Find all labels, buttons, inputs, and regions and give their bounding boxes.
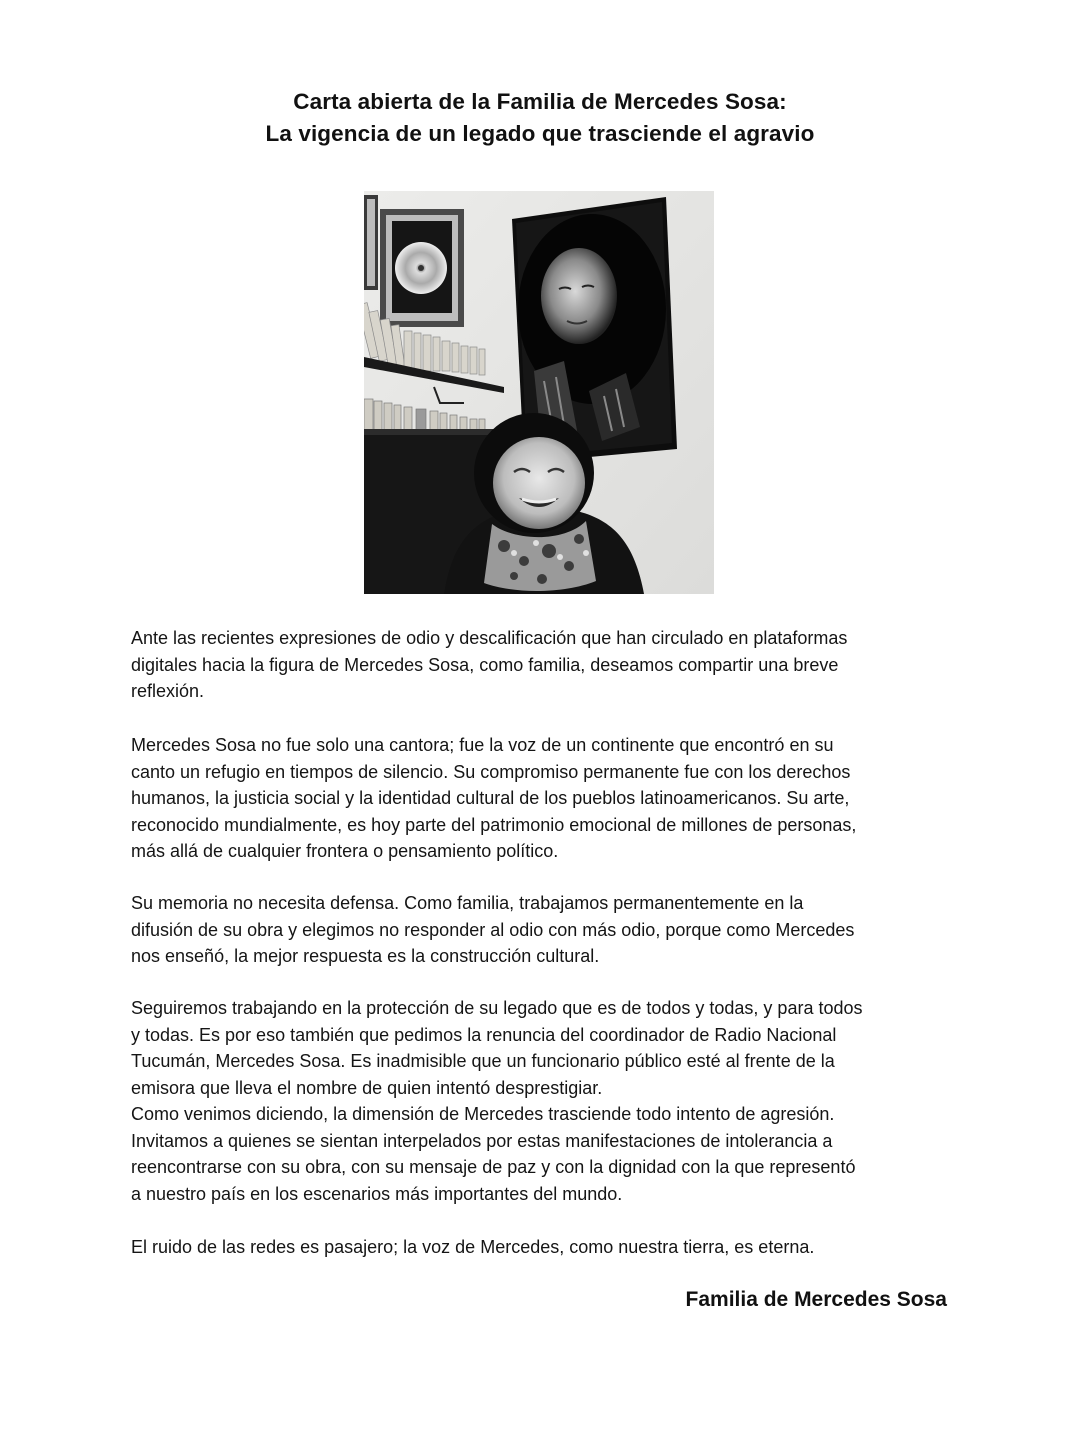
paragraph-4-line-3: Tucumán, Mercedes Sosa. Es inadmisible que un funcionario público esté al frente de la bbox=[131, 1051, 835, 1071]
letter-paragraph-3 bbox=[131, 890, 961, 970]
paragraph-4-line-1: Seguiremos trabajando en la protección de su legado que es de todos y todas, y para todos bbox=[131, 998, 863, 1018]
paragraph-3-line-2: difusión de su obra y elegimos no responder al odio con más odio, porque como Mercedes bbox=[131, 919, 855, 940]
paragraph-2-line-4: reconocido mundialmente, es hoy parte del patrimonio emocional de millones de personas, bbox=[131, 814, 857, 835]
paragraph-2-line-5: más allá de cualquier frontera o pensamiento político. bbox=[131, 841, 559, 861]
letter-paragraph-4 bbox=[131, 995, 961, 1207]
paragraph-3-line-3: nos enseñó, la mejor respuesta es la construcción cultural. bbox=[131, 946, 600, 966]
paragraph-1-line-1: Ante las recientes expresiones de odio y descalificación que han circulado en plataformas bbox=[131, 628, 848, 648]
paragraph-2-line-1: Mercedes Sosa no fue solo una cantora; fue la voz de un continente que encontró en su bbox=[131, 735, 834, 755]
paragraph-4-line-2: y todas. Es por eso también que pedimos la renuncia del coordinador de Radio Nacional bbox=[131, 1024, 837, 1045]
letter-paragraph-2 bbox=[131, 732, 961, 865]
mercedes-sosa-photo bbox=[364, 191, 714, 594]
paragraph-4-line-6: Invitamos a quienes se sientan interpelados por estas manifestaciones de intolerancia a bbox=[131, 1130, 833, 1151]
title-line-1: Carta abierta de la Familia de Mercedes Sosa: bbox=[293, 89, 787, 114]
paragraph-2-line-3: humanos, la justicia social y la identidad cultural de los pueblos latinoamericanos. Su arte, bbox=[131, 788, 850, 808]
paragraph-4-line-7: reencontrarse con su obra, con su mensaje de paz y con la dignidad con la que representó bbox=[131, 1157, 856, 1177]
paragraph-1-line-3: reflexión. bbox=[131, 681, 205, 701]
paragraph-1-line-2: digitales hacia la figura de Mercedes Sosa, como familia, deseamos compartir una breve bbox=[131, 654, 839, 675]
paragraph-5-line-1: El ruido de las redes es pasajero; la voz de Mercedes, como nuestra tierra, es eterna. bbox=[131, 1237, 815, 1257]
signature: Familia de Mercedes Sosa bbox=[685, 1288, 947, 1311]
title-line-2: La vigencia de un legado que trasciende el agravio bbox=[265, 121, 815, 146]
letter-body bbox=[131, 625, 961, 705]
paragraph-2-line-2: canto un refugio en tiempos de silencio. Su compromiso permanente fue con los derechos bbox=[131, 761, 851, 782]
letter-paragraph-5 bbox=[131, 1234, 961, 1261]
photo-portrait-icon bbox=[364, 191, 714, 594]
paragraph-4-line-8: a nuestro país en los escenarios más importantes del mundo. bbox=[131, 1183, 623, 1204]
paragraph-4-line-5: Como venimos diciendo, la dimensión de Mercedes trasciende todo intento de agresión. bbox=[131, 1104, 835, 1124]
paragraph-4-line-4: emisora que lleva el nombre de quien intentó desprestigiar. bbox=[131, 1077, 603, 1098]
document-title bbox=[0, 86, 1080, 150]
paragraph-3-line-1: Su memoria no necesita defensa. Como familia, trabajamos permanentemente en la bbox=[131, 893, 804, 913]
